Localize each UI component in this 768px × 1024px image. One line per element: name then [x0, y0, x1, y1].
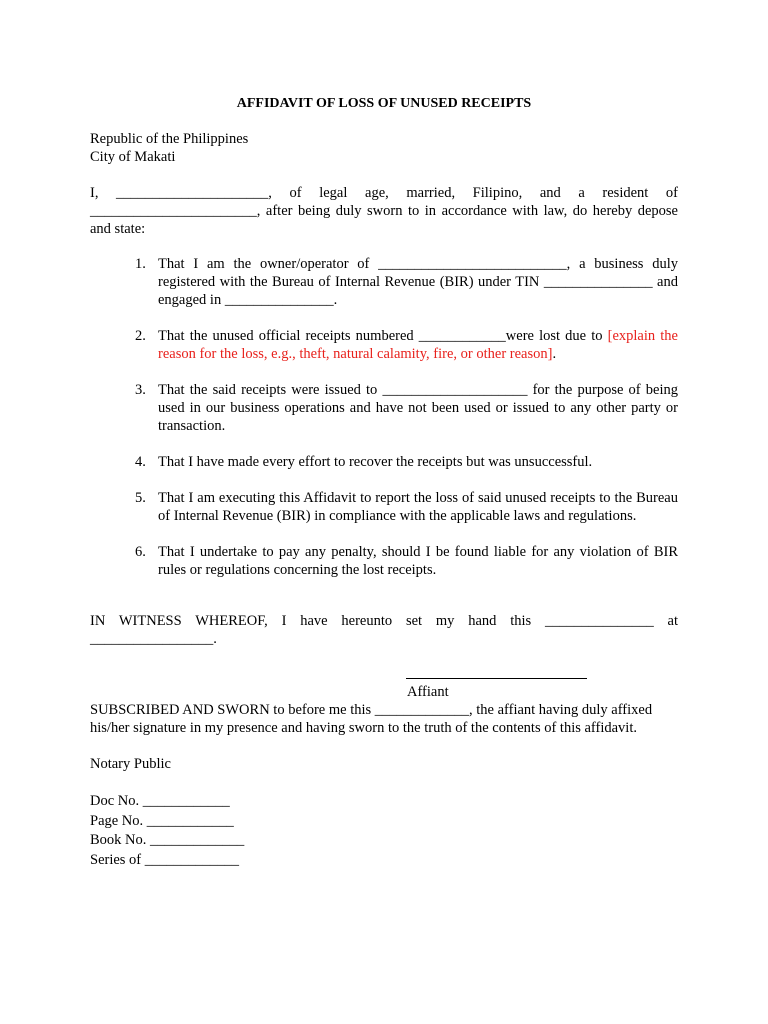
venue-block	[90, 130, 678, 166]
notarial-details	[90, 792, 678, 870]
affiant-label: Affiant	[407, 684, 449, 700]
statement-item-2	[90, 327, 678, 363]
statement-text-end: .	[552, 346, 557, 362]
statement-text: That I am executing this Affidavit to report the loss of said unused receipts to the Bureau of Internal Revenue (BIR) in compliance with the applicable laws and regulations.	[158, 490, 678, 524]
venue-city: City of Makati	[90, 149, 176, 165]
statement-number: 1.	[135, 256, 146, 272]
doc-number-field: Doc No. ____________	[90, 793, 230, 809]
statement-text: That the unused official receipts numbered ____________were lost due to	[158, 328, 608, 344]
placeholder-instruction: [explain the reason for the loss, e.g., theft, natural calamity, fire, or other reason]	[158, 328, 678, 362]
statement-text: That the said receipts were issued to ____________________ for the purpose of being used in our business operations and have not been used or issued to any other party or transaction.	[158, 382, 678, 434]
document-title: AFFIDAVIT OF LOSS OF UNUSED RECEIPTS	[236, 96, 532, 111]
notary-public-label: Notary Public	[90, 756, 171, 772]
affiant-signature-line	[406, 664, 587, 679]
book-number-field: Book No. _____________	[90, 832, 245, 848]
statement-text: That I have made every effort to recover the receipts but was unsuccessful.	[158, 454, 593, 470]
statement-item-6	[90, 543, 678, 579]
statement-item-1	[90, 255, 678, 309]
statement-list	[90, 255, 678, 597]
statement-item-5	[90, 489, 678, 525]
statement-item-3	[90, 381, 678, 435]
intro-paragraph: I, _____________________, of legal age, married, Filipino, and a resident of _______________________, after being duly sworn to in accordance with law, do hereby depose and state:	[90, 185, 678, 237]
statement-number: 2.	[135, 328, 146, 344]
statement-number: 3.	[135, 382, 146, 398]
witness-paragraph: IN WITNESS WHEREOF, I have hereunto set my hand this _______________ at _________________.	[90, 613, 678, 647]
statement-item-4	[90, 453, 678, 471]
statement-text: That I am the owner/operator of __________________________, a business duly registered with the Bureau of Internal Revenue (BIR) under TIN _______________ and engaged in _______________.	[158, 256, 678, 308]
statement-number: 5.	[135, 490, 146, 506]
page-number-field: Page No. ____________	[90, 812, 234, 829]
series-field: Series of _____________	[90, 851, 240, 868]
subscribed-paragraph: SUBSCRIBED AND SWORN to before me this _____________, the affiant having duly affixed his/her signature in my presence and having sworn to the truth of the contents of this affidavit.	[90, 702, 653, 736]
venue-country: Republic of the Philippines	[90, 131, 249, 147]
statement-number: 6.	[135, 544, 146, 560]
statement-number: 4.	[135, 454, 146, 470]
statement-text: That I undertake to pay any penalty, should I be found liable for any violation of BIR rules or regulations concerning the lost receipts.	[158, 544, 678, 578]
